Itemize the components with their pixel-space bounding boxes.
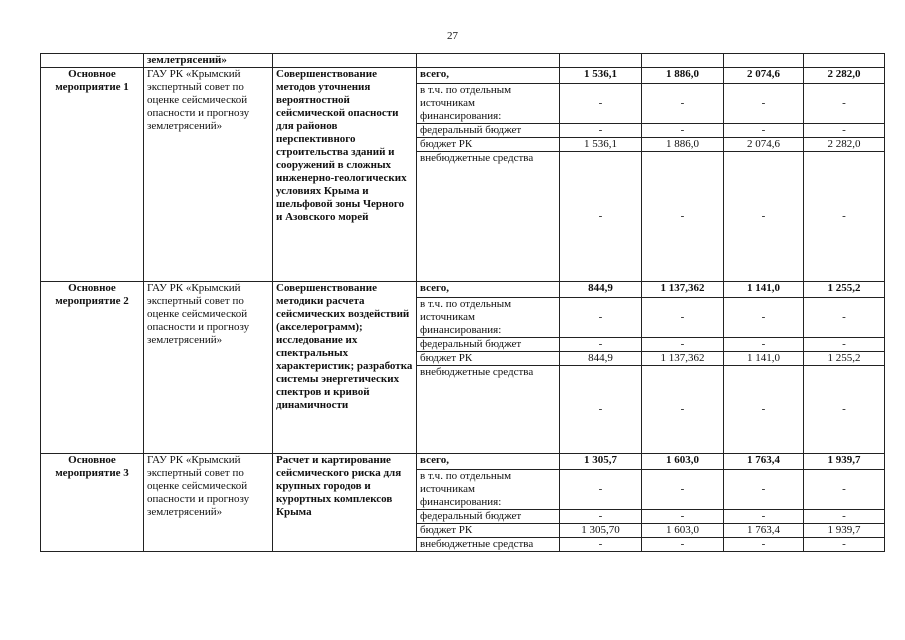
rk-value: 2 282,0: [804, 138, 885, 152]
total-value: 1 763,4: [724, 454, 804, 470]
extra-value: -: [804, 538, 885, 552]
federal-value: -: [804, 338, 885, 352]
incl-value: -: [560, 470, 642, 510]
federal-value: -: [804, 510, 885, 524]
source-federal-label: федеральный бюджет: [417, 510, 560, 524]
financing-table: [40, 53, 885, 552]
incl-value: -: [642, 470, 724, 510]
rk-value: 1 886,0: [642, 138, 724, 152]
federal-value: -: [724, 338, 804, 352]
extra-value: -: [804, 366, 885, 454]
source-total-label: всего,: [417, 68, 560, 84]
measure-title: Совершенствование методики расчета сейсмических воздействий (акселерограмм); исследование их спектральных характеристик; разработка системы энергетических спектров и кривой динамичности: [273, 282, 417, 454]
incl-value: -: [724, 298, 804, 338]
total-value: 1 141,0: [724, 282, 804, 298]
federal-value: -: [642, 338, 724, 352]
source-extra-label: внебюджетные средства: [417, 538, 560, 552]
total-value: 1 939,7: [804, 454, 885, 470]
measure-label: Основное мероприятие 3: [41, 454, 144, 552]
measure-title: Расчет и картирование сейсмического риска для крупных городов и курортных комплексов Крыма: [273, 454, 417, 552]
source-extra-label: внебюджетные средства: [417, 366, 560, 454]
total-value: 1 255,2: [804, 282, 885, 298]
extra-value: -: [724, 538, 804, 552]
source-incl-label: в т.ч. по отдельным источникам финансирования:: [417, 84, 560, 124]
source-rk-label: бюджет РК: [417, 138, 560, 152]
incl-value: -: [724, 470, 804, 510]
extra-value: -: [642, 538, 724, 552]
executor-cell: ГАУ РК «Крымский экспертный совет по оценке сейсмической опасности и прогнозу землетрясений»: [144, 454, 273, 552]
source-total-label: всего,: [417, 454, 560, 470]
total-value: 1 886,0: [642, 68, 724, 84]
extra-value: -: [642, 366, 724, 454]
rk-value: 1 255,2: [804, 352, 885, 366]
extra-value: -: [804, 152, 885, 282]
federal-value: -: [560, 124, 642, 138]
measure-3-total-row: [41, 454, 885, 470]
federal-value: -: [724, 510, 804, 524]
executor-cell: ГАУ РК «Крымский экспертный совет по оценке сейсмической опасности и прогнозу землетрясений»: [144, 68, 273, 282]
source-incl-label: в т.ч. по отдельным источникам финансирования:: [417, 298, 560, 338]
incl-value: -: [642, 84, 724, 124]
incl-value: -: [804, 298, 885, 338]
rk-value: 1 603,0: [642, 524, 724, 538]
rk-value: 1 137,362: [642, 352, 724, 366]
incl-value: -: [642, 298, 724, 338]
federal-value: -: [560, 510, 642, 524]
rk-value: 1 141,0: [724, 352, 804, 366]
executor-cell: ГАУ РК «Крымский экспертный совет по оценке сейсмической опасности и прогнозу землетрясений»: [144, 282, 273, 454]
rk-value: 1 305,70: [560, 524, 642, 538]
incl-value: -: [560, 298, 642, 338]
extra-value: -: [724, 366, 804, 454]
incl-value: -: [560, 84, 642, 124]
measure-2-total-row: [41, 282, 885, 298]
total-value: 2 282,0: [804, 68, 885, 84]
federal-value: -: [642, 124, 724, 138]
total-value: 1 305,7: [560, 454, 642, 470]
source-incl-label: в т.ч. по отдельным источникам финансирования:: [417, 470, 560, 510]
total-value: 2 074,6: [724, 68, 804, 84]
federal-value: -: [642, 510, 724, 524]
total-value: 1 536,1: [560, 68, 642, 84]
extra-value: -: [560, 538, 642, 552]
rk-value: 2 074,6: [724, 138, 804, 152]
measure-label: Основное мероприятие 2: [41, 282, 144, 454]
extra-value: -: [724, 152, 804, 282]
extra-value: -: [560, 366, 642, 454]
total-value: 1 603,0: [642, 454, 724, 470]
incl-value: -: [804, 470, 885, 510]
total-value: 1 137,362: [642, 282, 724, 298]
source-federal-label: федеральный бюджет: [417, 124, 560, 138]
measure-title: Совершенствование методов уточнения вероятностной сейсмической опасности для районов перспективного строительства зданий и сооружений в сложных инженерно-геологических условиях Крыма и шельфовой зоны Черного и Азовского морей: [273, 68, 417, 282]
federal-value: -: [560, 338, 642, 352]
measure-label: Основное мероприятие 1: [41, 68, 144, 282]
rk-value: 1 536,1: [560, 138, 642, 152]
rk-value: 1 939,7: [804, 524, 885, 538]
rk-value: 844,9: [560, 352, 642, 366]
rk-value: 1 763,4: [724, 524, 804, 538]
total-value: 844,9: [560, 282, 642, 298]
extra-value: -: [642, 152, 724, 282]
page-number: 27: [447, 30, 458, 42]
continued-executor-text: землетрясений»: [144, 54, 273, 68]
extra-value: -: [560, 152, 642, 282]
federal-value: -: [804, 124, 885, 138]
measure-1-total-row: [41, 68, 885, 84]
source-total-label: всего,: [417, 282, 560, 298]
source-federal-label: федеральный бюджет: [417, 338, 560, 352]
continuation-row: [41, 54, 885, 68]
source-extra-label: внебюджетные средства: [417, 152, 560, 282]
incl-value: -: [724, 84, 804, 124]
incl-value: -: [804, 84, 885, 124]
source-rk-label: бюджет РК: [417, 524, 560, 538]
federal-value: -: [724, 124, 804, 138]
source-rk-label: бюджет РК: [417, 352, 560, 366]
